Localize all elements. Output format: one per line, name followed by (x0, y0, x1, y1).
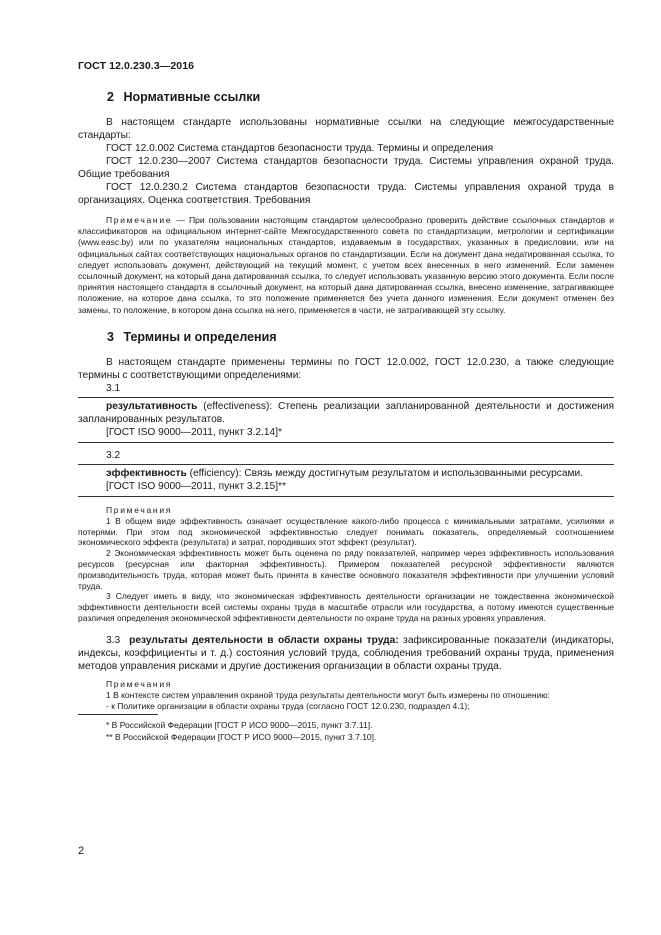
term-number: 3.2 (106, 449, 121, 461)
term-text: (efficiency): Связь между достигнутым результатом и использованными ресурсами. (186, 467, 584, 479)
term-definition-box (78, 397, 614, 443)
term-name: результаты деятельности в области охраны труда: (129, 634, 399, 646)
page-number: 2 (78, 845, 85, 857)
note-label: Примечание (106, 215, 173, 225)
notes-title: Примечания (106, 678, 173, 689)
note-item: 2 Экономическая эффективность может быть оценена по ряду показателей, например через эффективность использования ресурсов (ресурсная или факторная эффективность). Примером показателей ресурсной эффективности являются производительность труда, которая может быть принята в качестве основного показателя эффективности при улучшении условий труда. (78, 548, 614, 591)
reference-item: ГОСТ 12.0.230.2 Система стандартов безопасности труда. Системы управления охраной труда в организациях. Оценка соответствия. Требования (78, 182, 614, 206)
section-3-intro: В настоящем стандарте применены термины по ГОСТ 12.0.002, ГОСТ 12.0.230, а также следующие термины с соответствующими определениями: (78, 356, 614, 381)
standard-header: ГОСТ 12.0.230.3—2016 (78, 60, 195, 72)
page-content (78, 90, 614, 743)
reference-item: ГОСТ 12.0.002 Система стандартов безопасности труда. Термины и определения (106, 143, 494, 154)
section-title: Нормативные ссылки (123, 90, 261, 104)
note-item: - к Политике организации в области охраны труда (согласно ГОСТ 12.0.230, подраздел 4.1); (106, 700, 470, 711)
term-name: результативность (106, 400, 198, 412)
reference-item: ГОСТ 12.0.230—2007 Система стандартов безопасности труда. Системы управления охраной труда. Общие требования (78, 156, 614, 180)
term-text: зафиксированные показатели (индикаторы, индексы, коэффициенты и т. д.) состояния условий труда, соблюдения требований охраны труда, применения методов управления рисками и другие достижения организации в области охраны труда. (78, 634, 614, 672)
footnote: * В Российской Федерации [ГОСТ Р ИСО 9000—2015, пункт 3.7.11]. (106, 720, 373, 731)
term-definition-box (78, 464, 614, 497)
term-definition (78, 467, 614, 480)
term-source: [ГОСТ ISO 9000—2011, пункт 3.2.15]** (106, 480, 286, 492)
term-number: 3.3 (106, 634, 121, 646)
section-2-heading (107, 90, 614, 104)
term-text: (effectiveness): Степень реализации запланированной деятельности и достижения запланированных результатов. (78, 400, 614, 425)
term-3-3 (78, 634, 614, 673)
notes-title: Примечания (106, 504, 173, 515)
note-item: 1 В контексте систем управления охраной труда результаты деятельности могут быть измерены по отношению: (106, 689, 551, 700)
section-number: 3 (107, 329, 114, 344)
section-2-intro: В настоящем стандарте использованы нормативные ссылки на следующие межгосударственные стандарты: (78, 117, 614, 141)
note-item: 3 Следует иметь в виду, что экономическая эффективность деятельности организации не тождественна экономической эффективности деятельности всей системы охраны труда в масштабе отрасли или государства, а потому имеются существенные различия определения экономической эффективности деятельности по охране труда на разных уровнях управления. (78, 591, 614, 623)
footnote: ** В Российской Федерации [ГОСТ Р ИСО 9000—2015, пункт 3.7.10]. (106, 732, 377, 743)
term-name: эффективность (106, 467, 187, 479)
section-2-note (78, 215, 614, 316)
section-3-heading (107, 330, 614, 344)
term-number: 3.1 (106, 382, 121, 394)
term-definition (78, 400, 614, 426)
note-text: — При пользовании настоящим стандартом целесообразно проверить действие ссылочных стандартов и классификаторов на официальном интернет-сайте Межгосударственного совета по стандартизации, метрологии и сертификации (www.easc.by) или по указателям национальных стандартов, издаваемым в государствах, указанных в предисловии, или на официальных сайтах соответствующих национальных органов по стандартизации. Если на документ дана недатированная ссылка, то следует использовать документ, действующий на текущий момент, с учетом всех внесенных в него изменений. Если заменен ссылочный документ, на который дана датированная ссылка, то следует использовать указанную версию этого документа. Если после принятия настоящего стандарта в ссылочный документ, на который дана датированная ссылка, внесено изменение, затрагивающее положение, на которое дана ссылка, то это положение применяется без учета данного изменения. Если документ отменен без замены, то положение, в котором дана ссылка на него, применяется в части, не затрагивающей эту ссылку. (78, 215, 614, 315)
footnote-divider (78, 714, 158, 715)
section-title: Термины и определения (123, 329, 277, 344)
term-source: [ГОСТ ISO 9000—2011, пункт 3.2.14]* (106, 426, 282, 438)
section-number: 2 (107, 90, 114, 104)
note-item: 1 В общем виде эффективность означает осуществление какого-либо процесса с минимальными затратами, усилиями и потерями. При этом под экономической эффективностью следует понимать показатель, определяемый соотношением экономического эффекта (результата) и затрат, породивших этот эффект (результат). (78, 515, 614, 548)
